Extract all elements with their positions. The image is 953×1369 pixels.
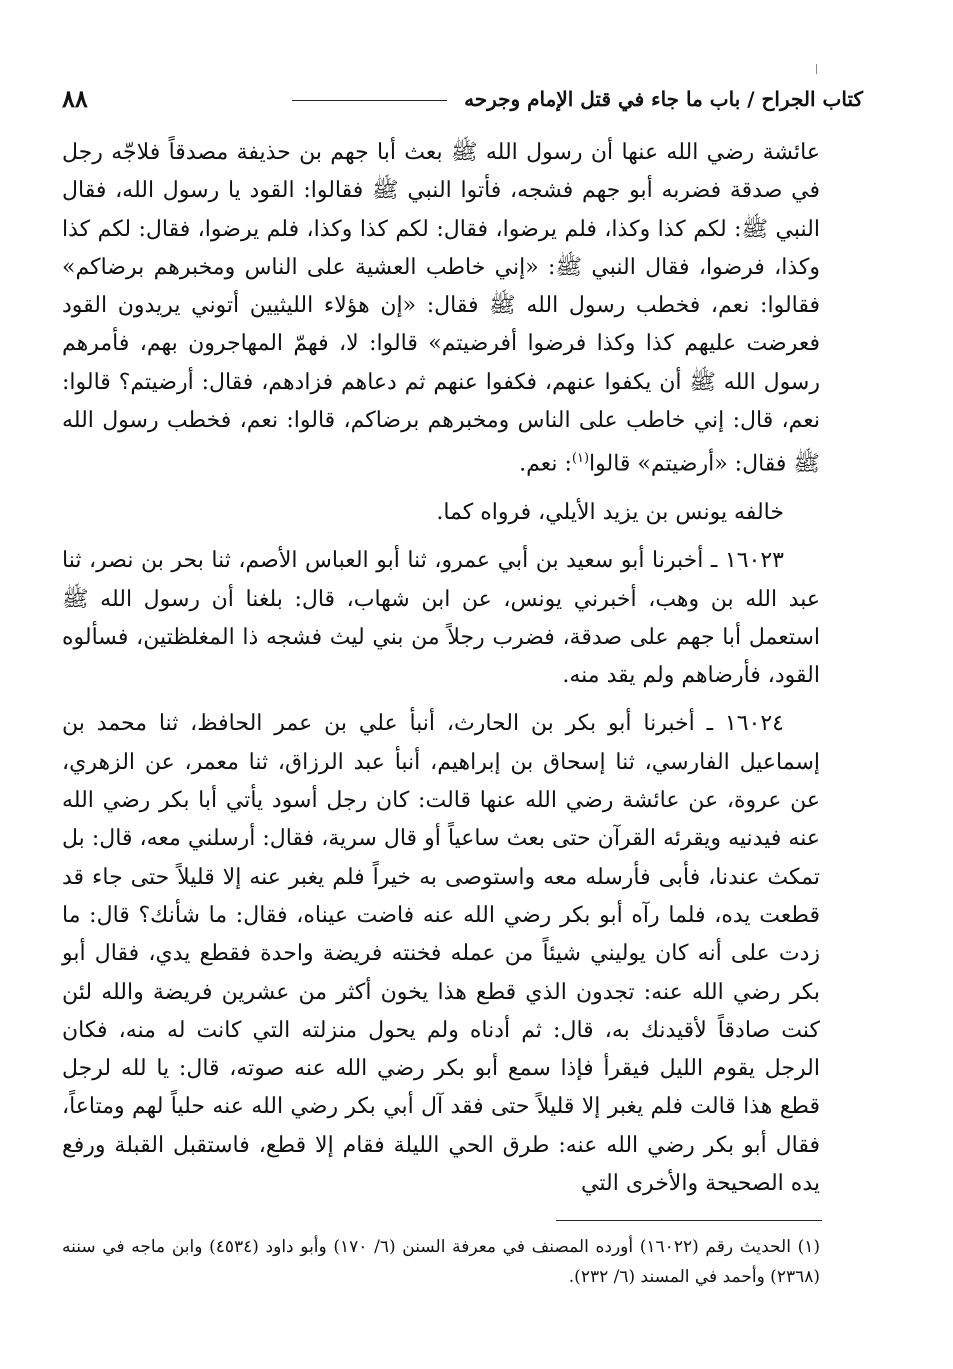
footnote-rule [556,1220,822,1221]
header-rule [292,100,447,101]
page-number: ٨٨ [62,84,88,113]
footnote-reference: (١) [571,451,590,467]
footnotes [62,1232,820,1292]
footnote-1: (١) الحديث رقم (١٦٠٢٢) أورده المصنف في معرفة السنن (٦/ ١٧٠) وأبو داود (٤٥٣٤) وابن ماجه في سننه (٢٣٦٨) وأحمد في المسند (٦/ ٢٣٢). [62,1237,820,1287]
hadith-16023: ١٦٠٢٣ ـ أخبرنا أبو سعيد بن أبي عمرو، ثنا أبو العباس الأصم، ثنا بحر بن نصر، ثنا عبد الله بن وهب، أخبرني يونس، عن ابن شهاب، قال: بلغنا أن رسول الله ﷺ استعمل أبا جهم على صدقة، فضرب رجلاً من بني ليث فشجه ذا المغلظتين، فسألوه القود، فأرضاهم ولم يقد منه. [62,548,820,689]
main-text [62,134,820,1203]
paragraph-text-end: : نعم. [519,451,572,477]
margin-mark [816,64,817,74]
hadith-16024: ١٦٠٢٤ ـ أخبرنا أبو بكر بن الحارث، أنبأ علي بن عمر الحافظ، ثنا محمد بن إسماعيل الفارسي، ثنا إسحاق بن إبراهيم، أنبأ عبد الرزاق، ثنا معمر، عن الزهري، عن عروة، عن عائشة رضي الله عنها قالت: كان رجل أسود يأتي أبا بكر رضي الله عنه فيدنيه ويقرئه القرآن حتى بعث ساعياً أو قال سرية، فقال: أرسلني معه، قال: بل تمكث عندنا، فأبى فأرسله معه واستوصى به خيراً فلم يغبر عنه إلا قليلاً حتى جاء قد قطعت يده، فلما رآه أبو بكر رضي الله عنه فاضت عيناه، فقال: ما شأنك؟ قال: ما زدت على أنه كان يوليني شيئاً من عمله فخنته فريضة واحدة فقطع يدي، فقال أبو بكر رضي الله عنه: تجدون الذي قطع هذا يخون أكثر من عشرين فريضة والله لئن كنت صادقاً لأقيدنك به، قال: ثم أدناه ولم يحول منزلته التي كانت له منه، فكان الرجل يقوم الليل فيقرأ فإذا سمع أبو بكر رضي الله عنه صوته، قال: يا لله لرجل قطع هذا قالت فلم يغبر إلا قليلاً حتى فقد آل أبي بكر رضي الله عنه حلياً لهم ومتاعاً، فقال أبو بكر رضي الله عنه: طرق الحي الليلة فقام إلا قطع، فاستقبل القبلة ورفع يده الصحيحة والأخرى التي [62,711,820,1197]
paragraph-continuation [62,134,820,484]
paragraph-text: عائشة رضي الله عنها أن رسول الله ﷺ بعث أبا جهم بن حذيفة مصدقاً فلاجّه رجل في صدقة فضربه أبو جهم فشجه، فأتوا النبي ﷺ فقالوا: القود يا رسول الله، فقال النبي ﷺ: لكم كذا وكذا، فلم يرضوا، فقال: لكم كذا وكذا، فلم يرضوا، فقال: لكم كذا وكذا، فرضوا، فقال النبي ﷺ: «إني خاطب العشية على الناس ومخبرهم برضاكم» فقالوا: نعم، فخطب رسول الله ﷺ فقال: «إن هؤلاء الليثيين أتوني يريدون القود فعرضت عليهم كذا وكذا فرضوا أفرضيتم» قالوا: لا، فهمّ المهاجرون بهم، فأمرهم رسول الله ﷺ أن يكفوا عنهم، فكفوا عنهم ثم دعاهم فزادهم، فقال: أرضيتم؟ قالوا: نعم، قال: إني خاطب على الناس ومخبرهم برضاكم، قالوا: نعم، فخطب رسول الله ﷺ فقال: «أرضيتم» قالوا [62,140,820,477]
running-title: كتاب الجراح / باب ما جاء في قتل الإمام وجرحه [464,87,863,111]
page-header [62,80,863,114]
paragraph-note: خالفه يونس بن يزيد الأيلي، فرواه كما. [436,500,784,525]
